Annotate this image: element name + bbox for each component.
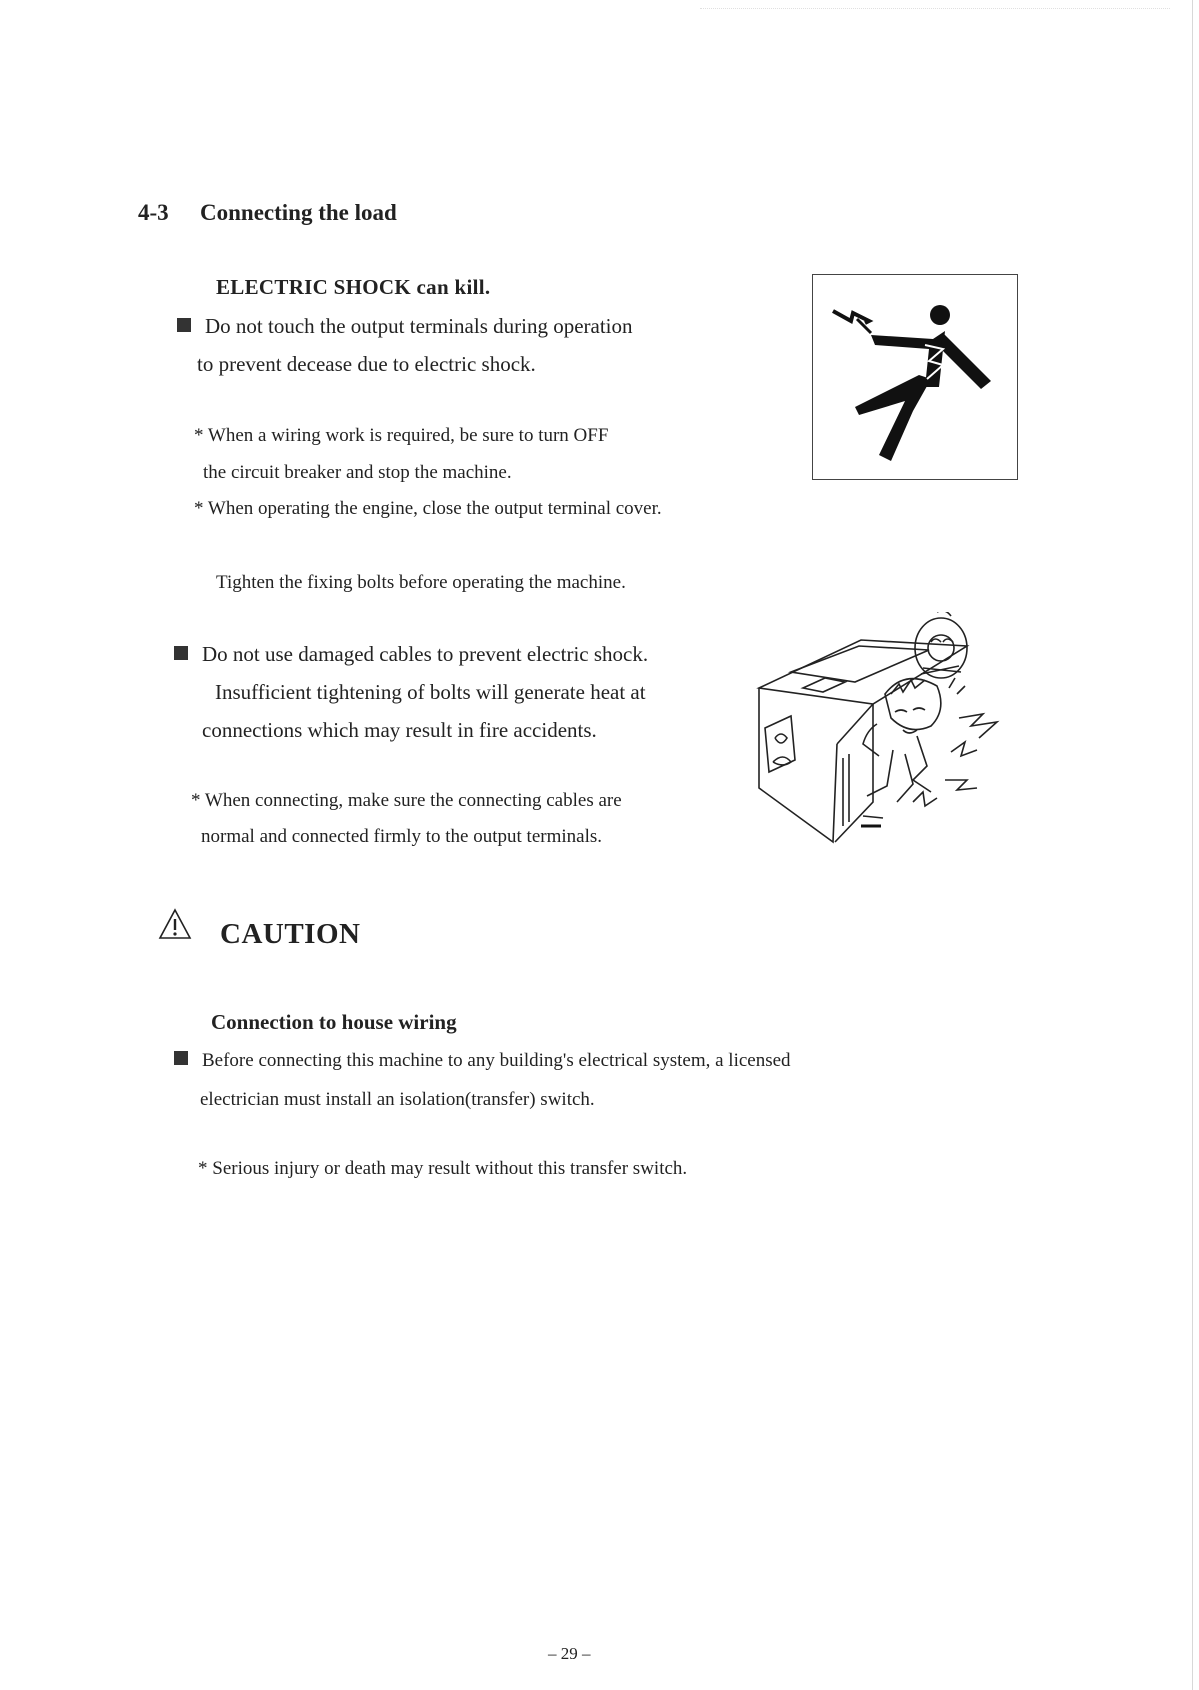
warning-bullet-2-text: Do not use damaged cables to prevent electric shock. bbox=[202, 642, 649, 666]
tighten-instruction: Tighten the fixing bolts before operating the machine. bbox=[216, 572, 626, 593]
scan-artifact-line bbox=[700, 8, 1170, 10]
warning-bullet-2-line-2: Insufficient tightening of bolts will generate heat at bbox=[215, 680, 646, 704]
warning-heading: ELECTRIC SHOCK can kill. bbox=[216, 275, 491, 299]
electric-shock-person-icon bbox=[812, 274, 1018, 480]
warning-bullet-2-line-3: connections which may result in fire accidents. bbox=[202, 718, 597, 742]
section-number: 4-3 bbox=[138, 200, 169, 225]
caution-bullet-text: Before connecting this machine to any building's electrical system, a licensed bbox=[202, 1050, 791, 1071]
warning-bullet-1-text: Do not touch the output terminals during operation bbox=[205, 314, 633, 338]
section-title bbox=[138, 200, 397, 226]
warning-triangle-icon bbox=[158, 908, 192, 940]
page-number: – 29 – bbox=[548, 1644, 591, 1663]
warning-bullet-1-line-2: to prevent decease due to electric shock. bbox=[197, 352, 536, 376]
caution-bullet bbox=[174, 1050, 791, 1072]
warning-note-3: * When connecting, make sure the connecting cables are bbox=[191, 790, 622, 811]
warning-bullet-1 bbox=[177, 314, 633, 339]
caution-subheading: Connection to house wiring bbox=[211, 1010, 457, 1034]
generator-shock-hazard-illustration bbox=[745, 612, 1035, 852]
caution-note: * Serious injury or death may result without this transfer switch. bbox=[198, 1158, 688, 1179]
warning-bullet-2 bbox=[174, 642, 648, 667]
square-bullet-icon bbox=[174, 646, 188, 660]
warning-note-1: * When a wiring work is required, be sure to turn OFF bbox=[194, 425, 609, 446]
warning-note-2: * When operating the engine, close the output terminal cover. bbox=[194, 498, 662, 519]
warning-note-3-line-2: normal and connected firmly to the output terminals. bbox=[201, 826, 603, 847]
caution-bullet-line-2: electrician must install an isolation(transfer) switch. bbox=[200, 1089, 595, 1110]
square-bullet-icon bbox=[177, 318, 191, 332]
caution-title: CAUTION bbox=[220, 918, 361, 950]
square-bullet-icon bbox=[174, 1051, 188, 1065]
warning-note-1-line-2: the circuit breaker and stop the machine. bbox=[203, 462, 512, 483]
section-title-text: Connecting the load bbox=[200, 200, 397, 225]
page-edge-line bbox=[1192, 0, 1193, 1690]
